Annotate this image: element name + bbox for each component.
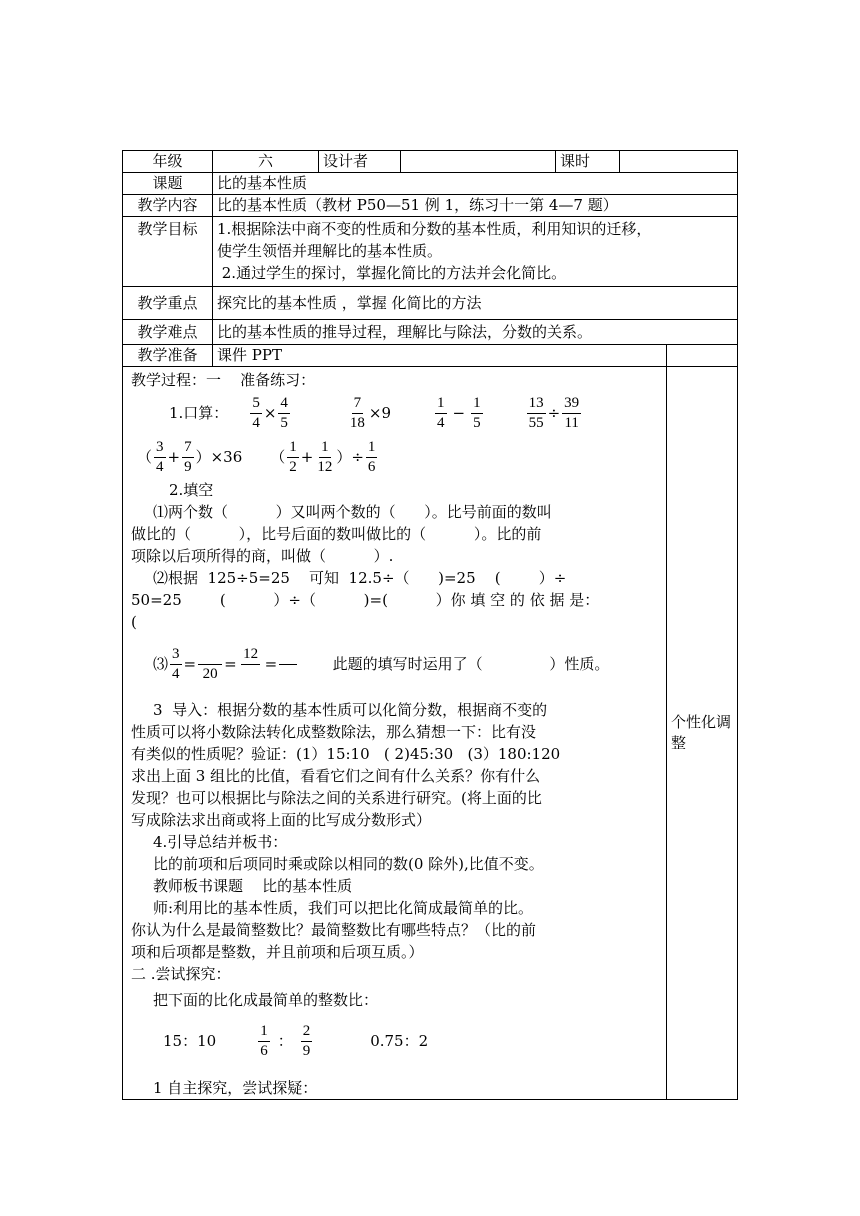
plus-sign: + — [167, 447, 181, 466]
q3-row — [131, 639, 658, 689]
fraction-1-6: $\frac{1}{6}$ — [367, 438, 376, 475]
fraction-1-4: 1 4 — [437, 394, 445, 431]
fraction-1-2: 1 2 — [289, 438, 297, 475]
minus-sign: − — [452, 403, 466, 422]
open-paren-2: （ — [270, 447, 286, 466]
fraction-1-5: $\frac{1}{5}$ — [473, 394, 481, 431]
topic-label: 课题 — [123, 173, 213, 195]
ratio-fraction-2-9: 2 9 — [302, 1022, 311, 1059]
fill-label: 2.填空 — [169, 481, 214, 499]
prep-row — [123, 345, 738, 367]
close-times-36: ）×36 — [195, 447, 243, 466]
process-row — [123, 367, 738, 1100]
fraction-3-4: 3 4 — [156, 438, 164, 475]
intro-line-2: 性质可以将小数除法转化成整数除法，那么猜想一下：比有没 — [131, 723, 537, 741]
q3-tail: 此题的填写时运用了（ ）性质。 — [299, 654, 610, 673]
oral-row-1 — [131, 391, 658, 435]
q2-line-1: ⑵根据 125÷5=25 可知 12.5÷（ )=25 ( ）÷ — [153, 569, 567, 587]
fraction-39-11: $\frac{39}{11}$ — [564, 394, 580, 431]
q2-line-3: ( — [131, 613, 137, 631]
lesson-plan-table — [122, 150, 738, 1100]
content-label: 教学内容 — [123, 195, 213, 217]
period-label: 课时 — [556, 151, 620, 173]
oral-row-2 — [131, 435, 658, 479]
key-value: 探究比的基本性质 ，掌握 化简比的方法 — [213, 287, 738, 320]
q3-fraction-blank — [279, 645, 297, 684]
intro-line-4: 求出上面 3 组比的比值，看看它们之间有什么关系？你有什么 — [131, 767, 541, 785]
difficulty-value: 比的基本性质的推导过程，理解比与除法，分数的关系。 — [213, 320, 738, 345]
q3-prefix: ⑶ — [153, 654, 169, 673]
process-title: 教学过程：一 准备练习： — [131, 371, 316, 389]
q3-fraction-blank-20: 20 — [198, 645, 222, 684]
ratio-0-75-2: 0.75：2 — [370, 1031, 429, 1050]
q3-fraction-3-4: $\frac{3}{4}$ — [172, 645, 180, 682]
times-sign: × — [263, 403, 277, 422]
intro-line-1: 3 导入：根据分数的基本性质可以化简分数，根据商不变的 — [153, 701, 548, 719]
goals-line-3: 2.通过学生的探讨，掌握化简比的方法并会化简比。 — [217, 264, 567, 282]
difficulty-row — [123, 320, 738, 345]
summary-line-5: 项和后项都是整数，并且前项和后项互质。） — [131, 943, 424, 961]
topic-row — [123, 173, 738, 195]
grade-label: 年级 — [123, 151, 213, 173]
goals-value — [213, 217, 738, 287]
summary-line-2: 教师板书课题 比的基本性质 — [153, 877, 353, 895]
try-title: 二 .尝试探究： — [131, 965, 231, 983]
open-paren: （ — [137, 447, 153, 466]
goals-label: 教学目标 — [123, 217, 213, 287]
fraction-5-4: $\frac{5}{4}$ — [252, 394, 260, 431]
q3-equals-1: = — [183, 654, 197, 673]
process-cell — [123, 367, 667, 1100]
period-value — [620, 151, 738, 173]
fraction-1-12: $\frac{1}{12}$ — [317, 438, 333, 475]
content-row — [123, 195, 738, 217]
goals-line-1: 1.根据除法中商不变的性质和分数的基本性质，利用知识的迁移， — [217, 220, 652, 238]
q1-line-3: 项除以后项所得的商，叫做（ ）. — [131, 547, 394, 565]
ratio-colon: ： — [277, 1031, 293, 1050]
fraction-7-18: $\frac{7}{18}$ — [349, 394, 365, 431]
ratio-row — [131, 1015, 658, 1067]
ratio-15-10: 15：10 — [163, 1031, 217, 1050]
designer-value — [401, 151, 556, 173]
difficulty-label: 教学难点 — [123, 320, 213, 345]
fraction-7-9: $\frac{7}{9}$ — [184, 438, 192, 475]
summary-line-1: 比的前项和后项同时乘或除以相同的数(0 除外),比值不变。 — [153, 855, 544, 873]
q1-line-2: 做比的（ ），比号后面的数叫做比的（ ）。比的前 — [131, 525, 542, 543]
fraction-13-55: $\frac{13}{55}$ — [528, 394, 544, 431]
close-divide: ）÷ — [336, 447, 364, 466]
q3-fraction-12-blank: 12 — [239, 645, 263, 684]
topic-value: 比的基本性质 — [213, 173, 738, 195]
goals-row — [123, 217, 738, 287]
header-row — [123, 151, 738, 173]
summary-line-3: 师:利用比的基本性质，我们可以把比化简成最简单的比。 — [153, 899, 534, 917]
prep-value: 课件 PPT — [213, 345, 667, 367]
content-value: 比的基本性质（教材 P50—51 例 1，练习十一第 4—7 题） — [213, 195, 738, 217]
ratio-fraction-1-6: 1 6 — [260, 1022, 268, 1059]
personalized-adjust-label: 个性化调整 — [671, 713, 732, 752]
designer-label: 设计者 — [319, 151, 401, 173]
intro-line-6: 写成除法求出商或将上面的比写成分数形式） — [131, 811, 432, 829]
intro-line-5: 发现？也可以根据比与除法之间的关系进行研究。(将上面的比 — [131, 789, 542, 807]
times-9: ×9 — [368, 403, 392, 422]
self-explore-line: 1 自主探究，尝试探疑： — [153, 1079, 318, 1097]
grade-value: 六 — [213, 151, 319, 173]
try-line-1: 把下面的比化成最简单的整数比： — [153, 991, 379, 1009]
personalized-adjust-cell — [667, 367, 738, 1100]
divide-sign: ÷ — [547, 403, 561, 422]
oral-label: 1.口算： — [169, 403, 229, 422]
key-label: 教学重点 — [123, 287, 213, 320]
prep-label: 教学准备 — [123, 345, 213, 367]
goals-line-2: 使学生领悟并理解比的基本性质。 — [217, 242, 443, 260]
q1-line-1: ⑴两个数（ ）又叫两个数的（ ）。比号前面的数叫 — [153, 503, 552, 521]
fraction-4-5: $\frac{4}{5}$ — [280, 394, 288, 431]
prep-extra — [667, 345, 738, 367]
summary-label: 4.引导总结并板书： — [153, 833, 288, 851]
q3-equals-3: = — [264, 654, 278, 673]
key-row — [123, 287, 738, 320]
summary-line-4: 你认为什么是最简整数比？最简整数比有哪些特点？（比的前 — [131, 921, 537, 939]
q2-line-2: 50=25 ( ）÷（ )=( ）你 填 空 的 依 据 是： — [131, 591, 600, 609]
q3-equals-2: = — [224, 654, 237, 673]
intro-line-3: 有类似的性质呢？验证：(1）15:10 ( 2)45:30 (3）180:120 — [131, 745, 561, 763]
plus-sign-2: + — [300, 447, 314, 466]
